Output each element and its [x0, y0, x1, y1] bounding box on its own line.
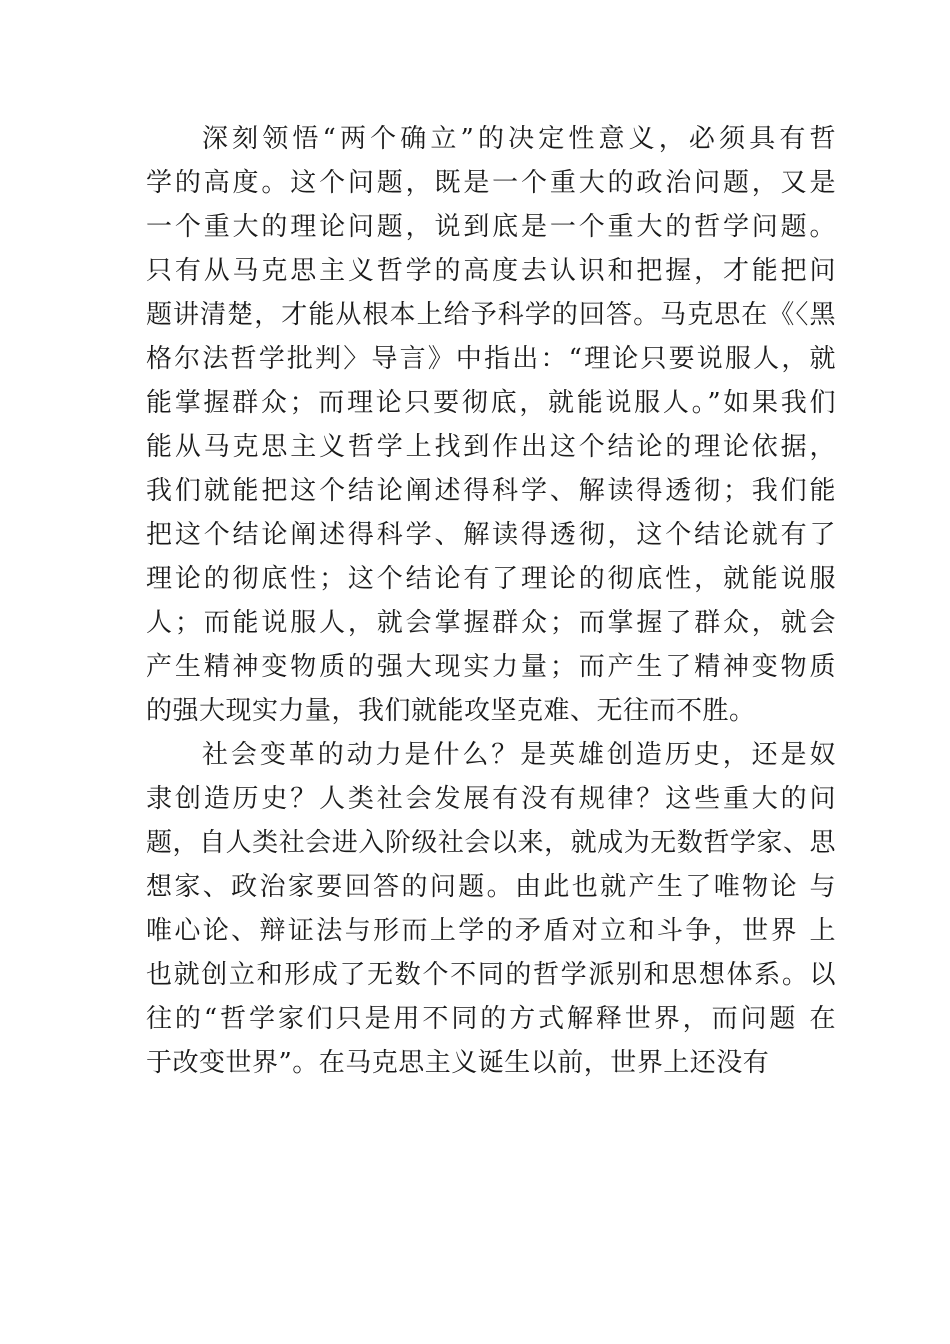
paragraph-2	[146, 733, 836, 1085]
paragraph-line: 一个重大的理论问题，说到底是一个重大的哲学问题。	[146, 212, 836, 242]
paragraph-line: 唯心论、辩证法与形而上学的矛盾对立和斗争，世界 上	[146, 916, 836, 946]
paragraph-line: 的强大现实力量，我们就能攻坚克难、无往而不胜。	[146, 696, 756, 726]
paragraph-line: 隶创造历史？人类社会发展有没有规律？这些重大的问	[146, 784, 836, 814]
paragraph-line: 理论的彻底性；这个结论有了理论的彻底性，就能说服	[146, 564, 836, 594]
paragraph-line: 只有从马克思主义哲学的高度去认识和把握，才能把问	[146, 256, 836, 286]
paragraph-line: 题，自人类社会进入阶级社会以来，就成为无数哲学家、思	[146, 828, 836, 858]
paragraph-line: 人；而能说服人，就会掌握群众；而掌握了群众，就会	[146, 608, 836, 638]
paragraph-line: 深刻领悟“两个确立”的决定性意义，必须具有哲	[202, 124, 836, 154]
paragraph-1	[146, 117, 836, 733]
paragraph-line: 把这个结论阐述得科学、解读得透彻，这个结论就有了	[146, 520, 836, 550]
document-body	[146, 117, 836, 1085]
paragraph-line: 学的高度。这个问题，既是一个重大的政治问题，又是	[146, 168, 836, 198]
paragraph-line: 题讲清楚，才能从根本上给予科学的回答。马克思在《〈黑	[146, 300, 836, 330]
paragraph-line: 也就创立和形成了无数个不同的哲学派别和思想体系。以	[146, 960, 836, 990]
paragraph-line: 社会变革的动力是什么？是英雄创造历史，还是奴	[202, 740, 836, 770]
paragraph-line: 产生精神变物质的强大现实力量；而产生了精神变物质	[146, 652, 836, 682]
paragraph-line: 格尔法哲学批判〉导言》中指出：“理论只要说服人，就	[146, 344, 836, 374]
paragraph-line: 往的“哲学家们只是用不同的方式解释世界，而问题 在	[146, 1004, 836, 1034]
paragraph-line: 于改变世界”。在马克思主义诞生以前，世界上还没有	[146, 1048, 770, 1078]
paragraph-line: 想家、政治家要回答的问题。由此也就产生了唯物论 与	[146, 872, 836, 902]
paragraph-line: 我们就能把这个结论阐述得科学、解读得透彻；我们能	[146, 476, 836, 506]
paragraph-line: 能从马克思主义哲学上找到作出这个结论的理论依据，	[146, 432, 836, 462]
paragraph-line: 能掌握群众；而理论只要彻底，就能说服人。”如果我们	[146, 388, 836, 418]
